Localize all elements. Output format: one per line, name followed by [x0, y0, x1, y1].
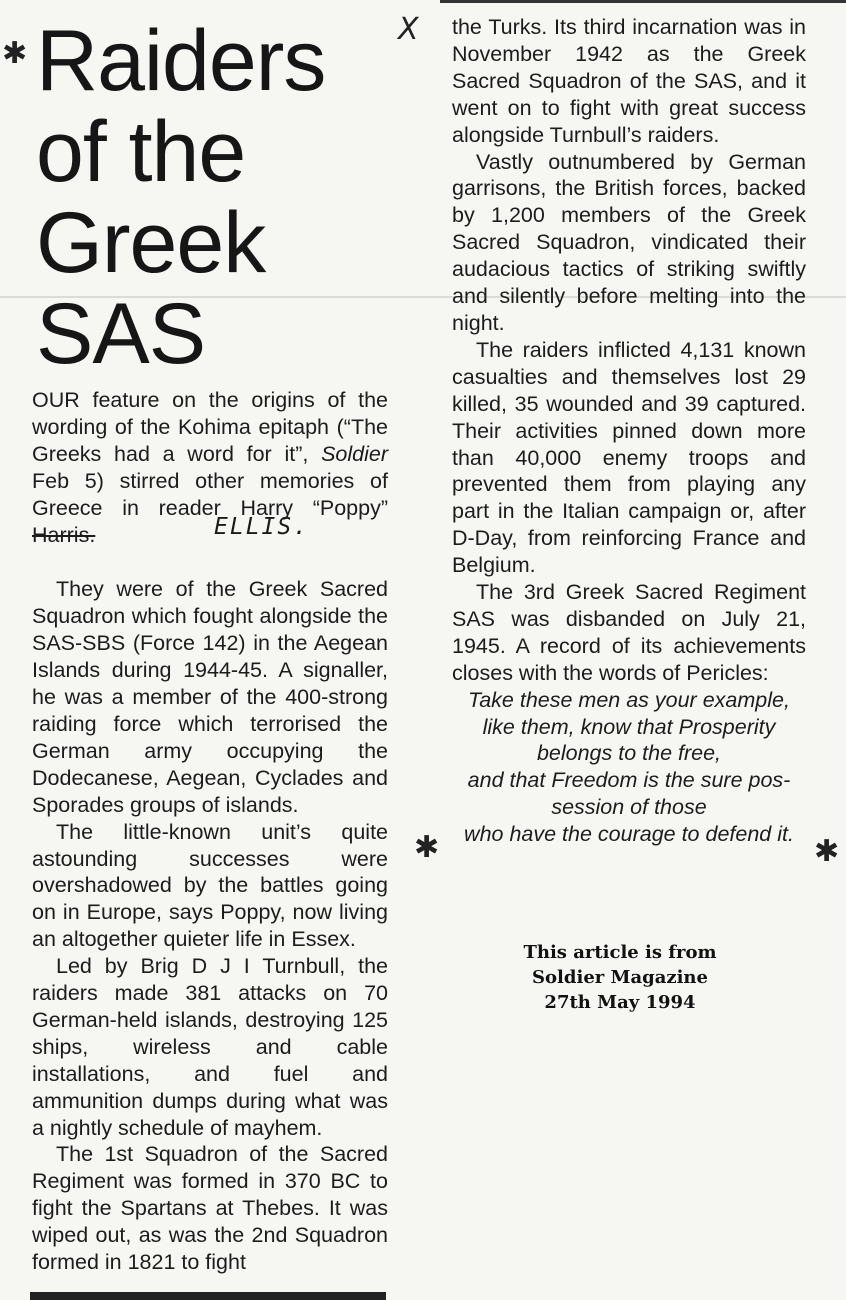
quote-line-4: and that Freedom is the sure pos- [467, 768, 791, 793]
quote-line-5: session of those [551, 795, 707, 820]
quote-line-2: like them, know that Prosperity [482, 714, 776, 739]
handwritten-correction: ELLIS. [214, 514, 310, 540]
top-rule [440, 0, 846, 3]
source-note [480, 940, 760, 1015]
star-mark-headline: ✱ [2, 36, 28, 71]
source-note-line-1: This article is from [523, 942, 717, 963]
intro-text-after: Feb 5) stirred other memories of Greece in reader Harry “Poppy” [32, 468, 388, 520]
headline-line-2: of the [36, 104, 246, 200]
headline-line-3: Greek [36, 195, 266, 291]
pericles-quote [452, 687, 806, 848]
right-column [452, 14, 806, 848]
left-paragraph-4: The 1st Squadron of the Sacred Regiment was formed in 370 BC to fight the Spartans at Thebes. It was wiped out, as was the 2nd Squadron formed in 1821 to fight [32, 1142, 388, 1275]
intro-paragraph [32, 387, 388, 548]
right-paragraph-3: The 3rd Greek Sacred Regiment SAS was disbanded on July 21, 1945. A record of its achievements closes with the words of Pericles: [452, 580, 806, 685]
source-note-line-2: Soldier Magazine [532, 967, 708, 988]
left-column [32, 387, 388, 1276]
intro-text-before: OUR feature on the origins of the wording of the Kohima epitaph (“The Greeks had a word for it”, [32, 388, 388, 466]
intro-italic-publication: Soldier [321, 441, 388, 466]
quote-line-6: who have the courage to defend it. [464, 822, 794, 847]
bottom-rule [30, 1292, 386, 1300]
quote-line-1: Take these men as your example, [468, 687, 790, 712]
left-paragraph-3: Led by Brig D J I Turnbull, the raiders made 381 attacks on 70 German-held islands, destroying 125 ships, wireless and cable installations, and fuel and ammunition dumps during what was a nightly schedule of mayhem. [32, 954, 388, 1140]
x-mark-top: X [398, 12, 419, 47]
headline-line-4: SAS [36, 286, 206, 382]
source-note-line-3: 27th May 1994 [544, 992, 696, 1013]
headline [36, 13, 416, 382]
star-mark-quote-right: ✱ [814, 834, 840, 869]
star-mark-quote-left: ✱ [414, 830, 440, 865]
left-paragraph-2: The little-known unit’s quite astounding successes were overshadowed by the battles going on in Europe, says Poppy, now living an altogether quieter life in Essex. [32, 819, 388, 952]
left-paragraph-1: They were of the Greek Sacred Squadron which fought alongside the SAS-SBS (Force 142) in the Aegean Islands during 1944-45. A signaller, he was a member of the 400-strong raiding force which terrorised the German army occupying the Dodecanese, Aegean, Cyclades and Sporades groups of islands. [32, 577, 388, 817]
right-continuation: the Turks. Its third incarnation was in November 1942 as the Greek Sacred Squadron of the SAS, and it went on to fight with great success alongside Turnbull’s raiders. [452, 15, 806, 147]
right-paragraph-2: The raiders inflicted 4,131 known casualties and themselves lost 29 killed, 35 wounded and 39 captured. Their activities pinned down more than 40,000 enemy troops and prevented them from playing any part in the Italian campaign or, after D-Day, from reinforcing France and Belgium. [452, 337, 806, 578]
struck-surname: Harris. [32, 522, 96, 547]
right-paragraph-1: Vastly outnumbered by German garrisons, the British forces, backed by 1,200 members of the Greek Sacred Squadron, vindicated their audacious tactics of striking swiftly and silently before melting into the night. [452, 149, 806, 335]
quote-line-3: belongs to the free, [536, 741, 722, 766]
headline-line-1: Raiders [36, 13, 326, 109]
